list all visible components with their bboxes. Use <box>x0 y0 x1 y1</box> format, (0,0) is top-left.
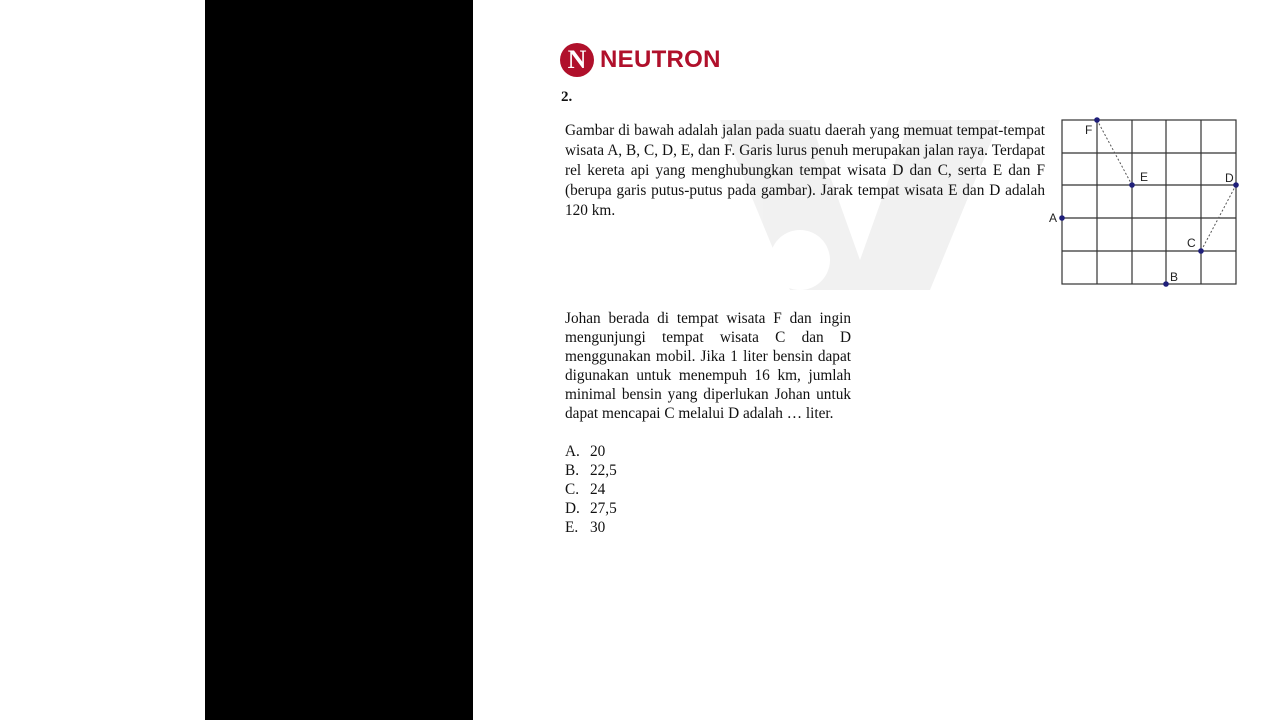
logo-text: NEUTRON <box>600 46 721 73</box>
road-grid <box>1062 120 1236 284</box>
point-b <box>1163 281 1169 287</box>
logo-mark-icon: N <box>560 43 594 77</box>
question-number: 2. <box>561 89 573 105</box>
point-f <box>1094 117 1100 123</box>
question-intro: Gambar di bawah adalah jalan pada suatu daerah yang memuat tempat-tempat wisata A, B, C, D, E, dan F. Garis lurus penuh merupakan jalan raya. Terdapat rel kereta api yang menghubungkan tempat wisata D dan C, serta E dan F (berupa garis putus-putus pada gambar). Jarak tempat wisata E dan D adalah 120 km. <box>565 122 1045 219</box>
option-c[interactable]: C. 24 <box>565 481 606 498</box>
point-c <box>1198 248 1204 254</box>
option-d[interactable]: D. 27,5 <box>565 500 617 517</box>
label-f: F <box>1085 123 1093 137</box>
option-e[interactable]: E. 30 <box>565 519 606 536</box>
question-text: Johan berada di tempat wisata F dan ingin mengunjungi tempat wisata C dan D menggunakan mobil. Jika 1 liter bensin dapat digunakan untuk menempuh 16 km, jumlah minimal bensin yang diperlukan Johan untuk dapat mencapai C melalui D adalah … liter. <box>565 310 851 422</box>
neutron-logo <box>560 42 721 78</box>
label-e: E <box>1140 170 1149 184</box>
label-d: D <box>1225 171 1234 185</box>
map-points <box>1059 117 1239 287</box>
point-d <box>1233 182 1239 188</box>
point-e <box>1129 182 1135 188</box>
tourist-map-diagram <box>1048 114 1248 290</box>
answer-options <box>565 442 617 537</box>
video-side-panel <box>205 0 473 720</box>
option-b[interactable]: B. 22,5 <box>565 462 617 479</box>
point-a <box>1059 215 1065 221</box>
option-a[interactable]: A. 20 <box>565 443 606 460</box>
label-b: B <box>1170 270 1179 284</box>
label-c: C <box>1187 236 1196 250</box>
label-a: A <box>1049 211 1058 225</box>
